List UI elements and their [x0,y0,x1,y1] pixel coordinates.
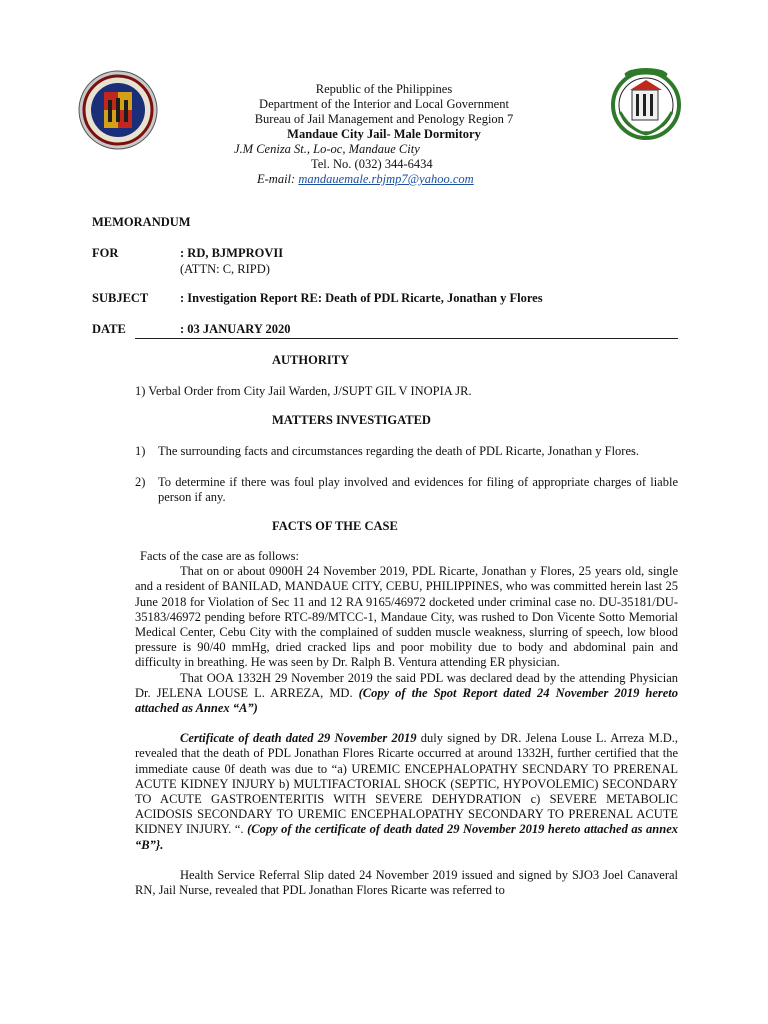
facts-heading: FACTS OF THE CASE [272,519,398,533]
for-value: : RD, BJMPROVII [180,246,284,260]
facts-paragraph-4: Health Service Referral Slip dated 24 November 2019 issued and signed by SJO3 Joel Canaveral RN, Jail Nurse, revealed that PDL Jonathan Flores Ricarte was referred to [135,867,678,898]
header-email-line [257,172,474,187]
annex-b-reference: (Copy of the certificate of death dated 29 November 2019 hereto attached as annex “B”}. [135,822,679,852]
for-label: FOR [92,246,119,260]
matters-item-text: The surrounding facts and circumstances regarding the death of PDL Ricarte, Jonathan y Flores. [158,444,639,458]
subject-label: SUBJECT [92,291,149,305]
date-label: DATE [92,322,126,336]
email-label: E-mail: [257,172,296,186]
header-address: J.M Ceniza St., Lo-oc, Mandaue City [234,142,420,156]
matters-item-number: 1) [135,444,146,458]
matters-item-number: 2) [135,475,146,489]
facts-paragraph-3-text: duly signed by DR. Jelena Louse L. Arreza M.D., revealed that the death of PDL Jonathan Flores Ricarte occurred at around 1332H, further certified that the immediate cause 0f death was due to “a) UREMIC ENCEPHALOPATHY SECNDARY TO PRERENAL ACUTE KIDNEY INJURY b) MULTIFACTORIAL SHOCK (SEPTIC, HYPOVOLEMIC) SECONDARY TO ACUTE GASTROENTERITIS WITH SEVERE DEHYDRATION c) SEVERE METABOLIC ACIDOSIS SECONDARY TO UREMIC ENCEPHALOPATHY SECONDARY TO PRERENAL ACUTE KIDNEY INJURY. “. [135,731,678,837]
for-attn: (ATTN: C, RIPD) [180,262,270,276]
annex-a-reference: (Copy of the Spot Report dated 24 November 2019 hereto attached as Annex “A”) [135,685,679,716]
header-republic: Republic of the Philippines [315,82,453,96]
facts-paragraph-2 [135,671,678,717]
date-value: : 03 JANUARY 2020 [180,322,291,336]
header-bureau: Bureau of Jail Management and Penology Region 7 [254,112,514,126]
email-link[interactable]: mandauemale.rbjmp7@yahoo.com [298,172,474,186]
matters-item-text: To determine if there was foul play involved and evidences for filing of appropriate charges of liable person if any. [158,475,678,504]
subject-value: : Investigation Report RE: Death of PDL Ricarte, Jonathan y Flores [180,291,543,305]
header-jail-name: Mandaue City Jail- Male Dormitory [287,127,481,141]
facts-paragraph-3 [135,731,678,853]
facts-body [135,549,678,898]
header-telephone: Tel. No. (032) 344-6434 [311,157,433,171]
facts-intro: Facts of the case are as follows: [140,549,299,563]
facts-paragraph-1: That on or about 0900H 24 November 2019, PDL Ricarte, Jonathan y Flores, 25 years old, single and a resident of BANILAD, MANDAUE CITY, CEBU, PHILIPPINES, who was committed herein last 25 June 2018 for Violation of Sec 11 and 12 RA 9165/46972 docketed under criminal case no. DU-35181/DU-35183/46972 pending before RTC-89/MTCC-1, Mandaue City, was rushed to Don Vicente Sotto Memorial Medical Center, Cebu City with the complained of sudden muscle weakness, slurring of speech, low blood pressure is 90/40 mmHg, dried cracked lips and poor mobility due to body and abdominal pain and difficulty in breathing. He was seen by Dr. Ralph B. Ventura attending ER physician. [135,564,678,670]
authority-text: 1) Verbal Order from City Jail Warden, J/SUPT GIL V INOPIA JR. [135,384,472,398]
memo-title: MEMORANDUM [92,215,191,229]
authority-heading: AUTHORITY [272,353,350,367]
facts-paragraph-2-text: That OOA 1332H 29 November 2019 the said PDL was declared dead by the attending Physician Dr. JELENA LOUSE L. ARREZA, MD. [135,670,678,700]
death-certificate-reference: Certificate of death dated 29 November 2019 [180,731,417,746]
header-department: Department of the Interior and Local Government [259,97,509,111]
matters-heading: MATTERS INVESTIGATED [272,413,431,427]
header-divider [135,338,678,339]
